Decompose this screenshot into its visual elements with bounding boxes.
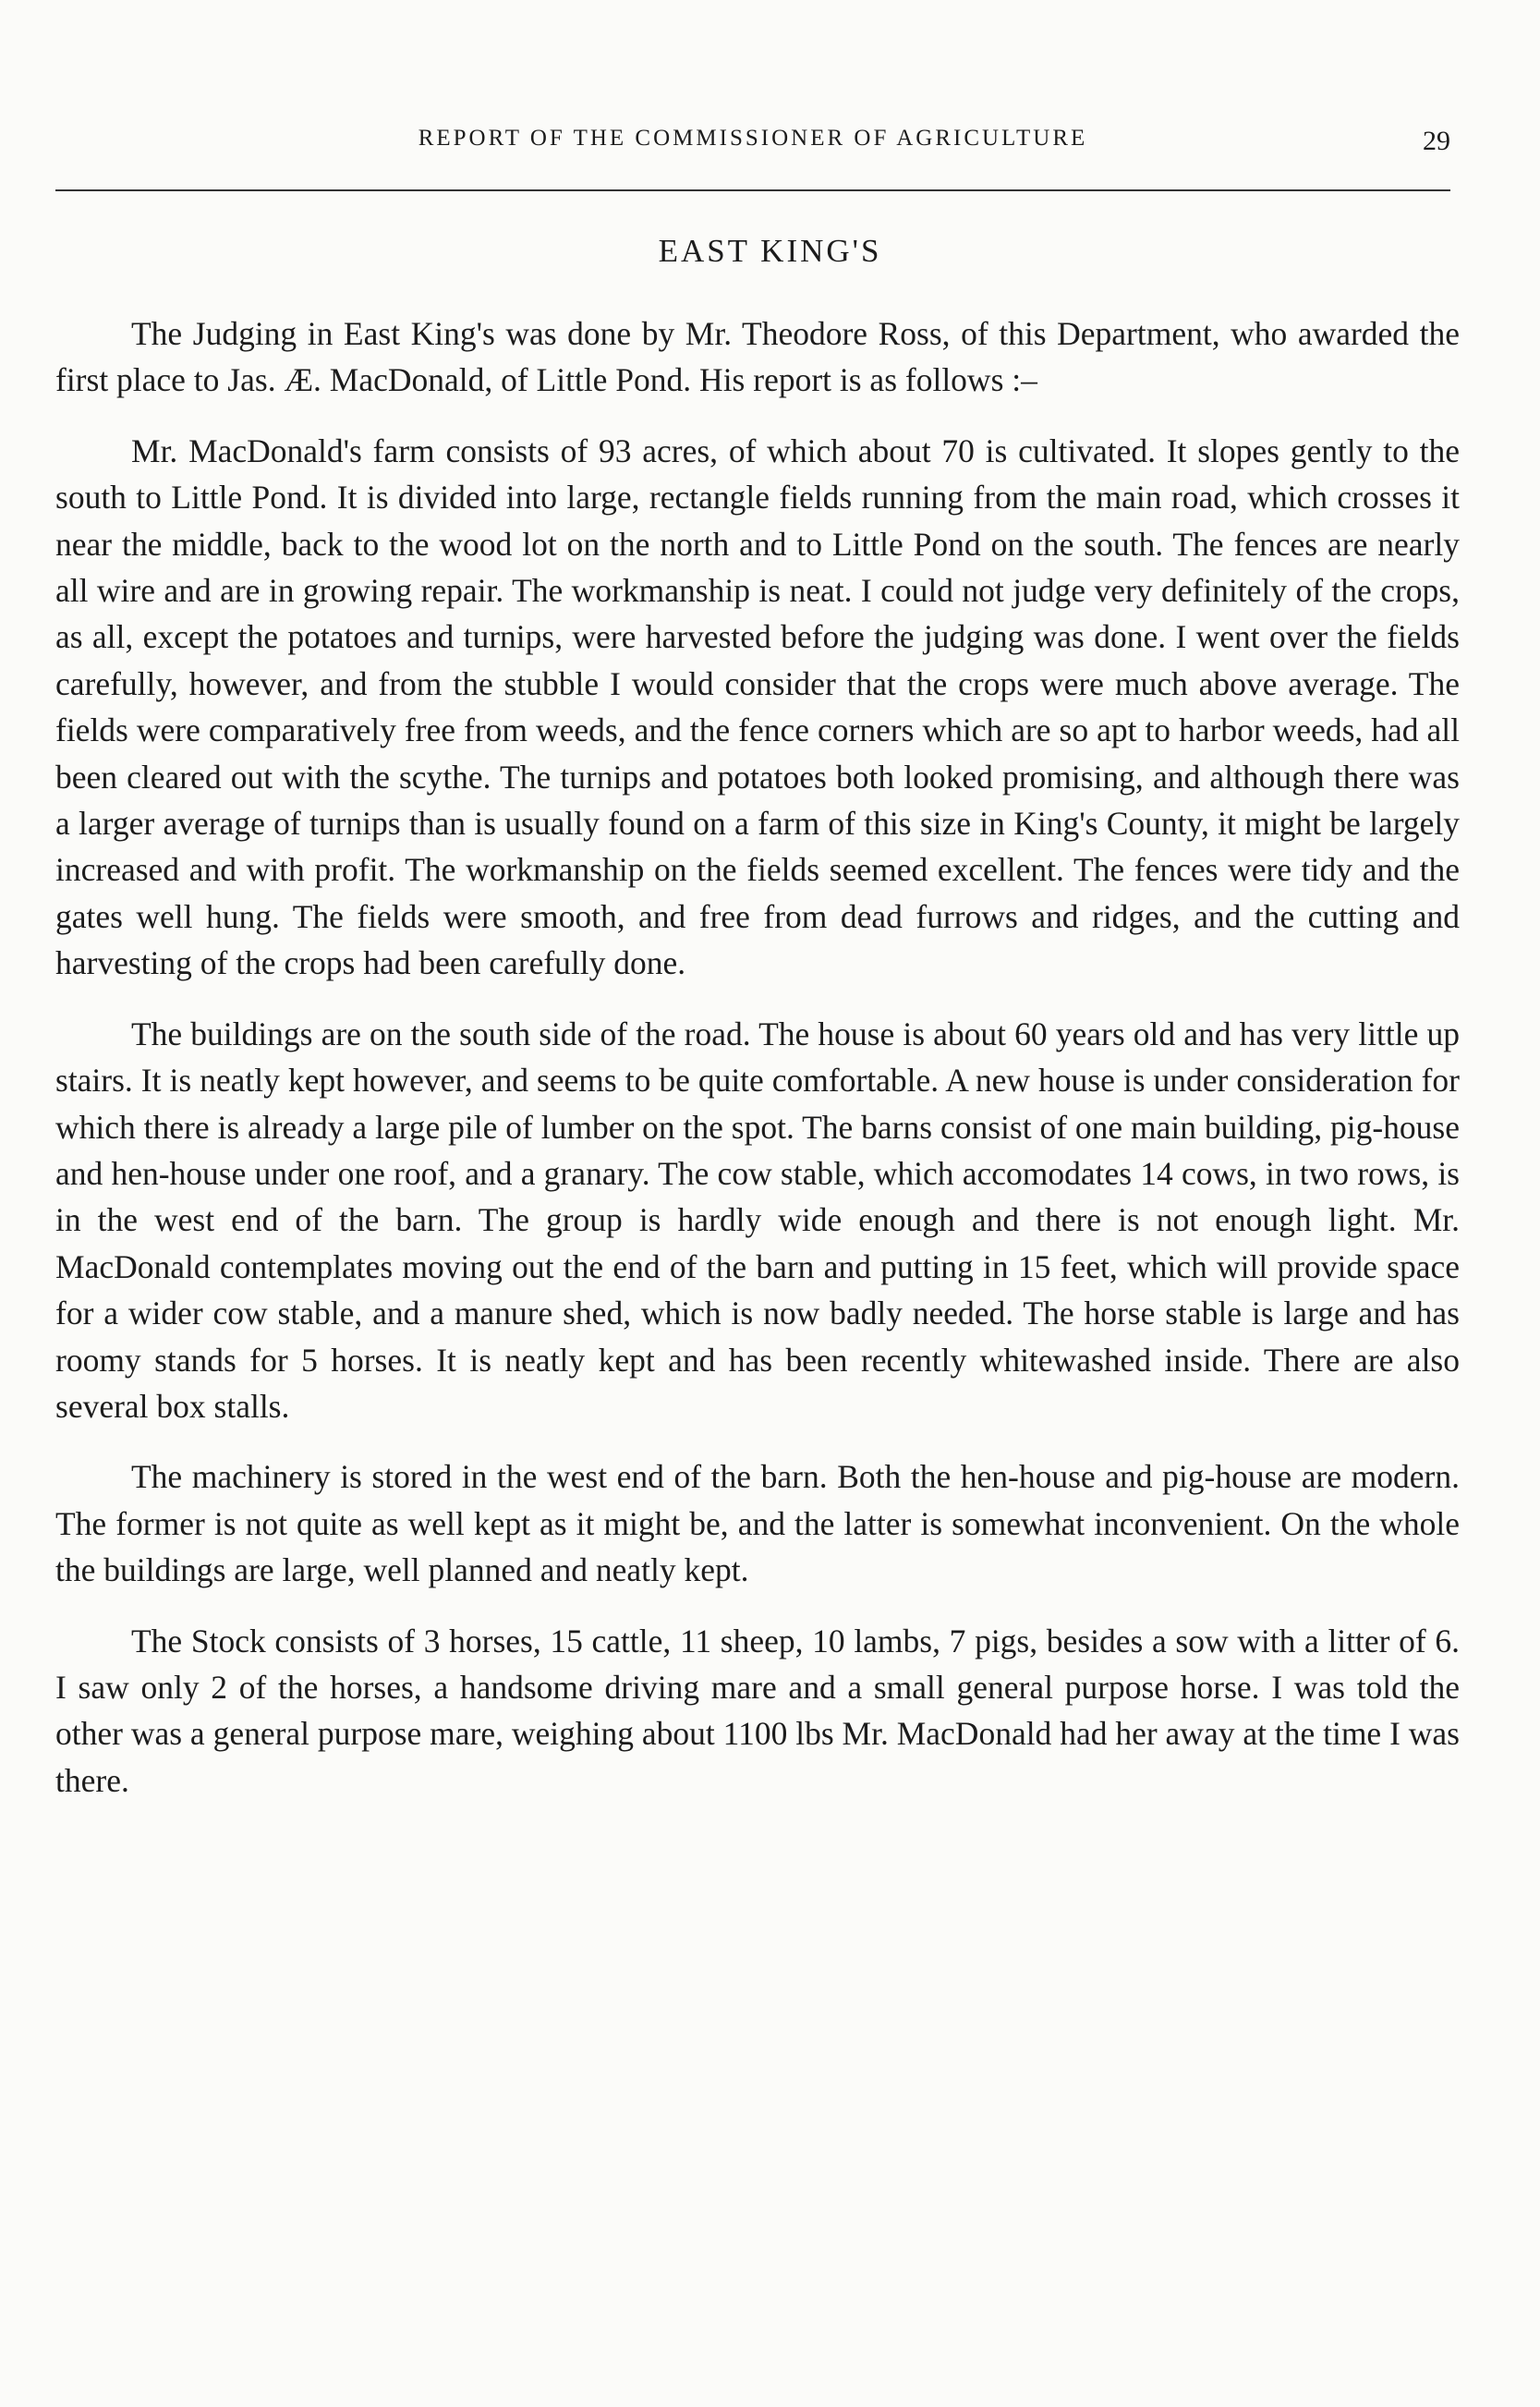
running-header	[55, 126, 1450, 163]
paragraph: The Stock consists of 3 horses, 15 cattle, 11 sheep, 10 lambs, 7 pigs, besides a sow with a litter of 6. I saw only 2 of the horses, a handsome driving mare and a small general purpose horse. I was told the other was a general purpose mare, weighing about 1100 lbs Mr. MacDonald had her away at the time I was there.	[55, 1622, 1460, 1799]
paragraph: The Judging in East King's was done by Mr. Theodore Ross, of this Department, who awarded the first place to Jas. Æ. MacDonald, of Little Pond. His report is as follows :–	[55, 315, 1460, 399]
body-text	[55, 310, 1460, 1828]
paragraph: The machinery is stored in the west end of the barn. Both the hen-house and pig-house are modern. The former is not quite as well kept as it might be, and the latter is somewhat inconvenient. On the whole the buildings are large, well planned and neatly kept.	[55, 1458, 1460, 1589]
section-title: EAST KING'S	[658, 233, 882, 269]
header-rule	[55, 189, 1450, 191]
paragraph: Mr. MacDonald's farm consists of 93 acres, of which about 70 is cultivated. It slopes gently to the south to Little Pond. It is divided into large, rectangle fields running from the main road, which crosses it near the middle, back to the wood lot on the north and to Little Pond on the south. The fences are nearly all wire and are in growing repair. The workmanship is neat. I could not judge very definitely of the crops, as all, except the potatoes and turnips, were harvested before the judging was done. I went over the fields carefully, however, and from the stubble I would consider that the crops were much above average. The fields were comparatively free from weeds, and the fence corners which are so apt to harbor weeds, had all been cleared out with the scythe. The turnips and potatoes both looked promising, and although there was a larger average of turnips than is usually found on a farm of this size in King's County, it might be largely increased and with profit. The workmanship on the fields seemed excellent. The fences were tidy and the gates well hung. The fields were smooth, and free from dead furrows and ridges, and the cutting and harvesting of the crops had been carefully done.	[55, 432, 1460, 982]
page-number: 29	[1423, 126, 1450, 156]
running-title: REPORT OF THE COMMISSIONER OF AGRICULTURE	[418, 126, 1088, 151]
paragraph: The buildings are on the south side of the road. The house is about 60 years old and has very little up stairs. It is neatly kept however, and seems to be quite comfortable. A new house is under consideration for which there is already a large pile of lumber on the spot. The barns consist of one main building, pig-house and hen-house under one roof, and a granary. The cow stable, which accomodates 14 cows, in two rows, is in the west end of the barn. The group is hardly wide enough and there is not enough light. Mr. MacDonald contemplates moving out the end of the barn and putting in 15 feet, which will provide space for a wider cow stable, and a manure shed, which is now badly needed. The horse stable is large and has roomy stands for 5 horses. It is neatly kept and has been recently whitewashed inside. There are also several box stalls.	[55, 1015, 1460, 1425]
